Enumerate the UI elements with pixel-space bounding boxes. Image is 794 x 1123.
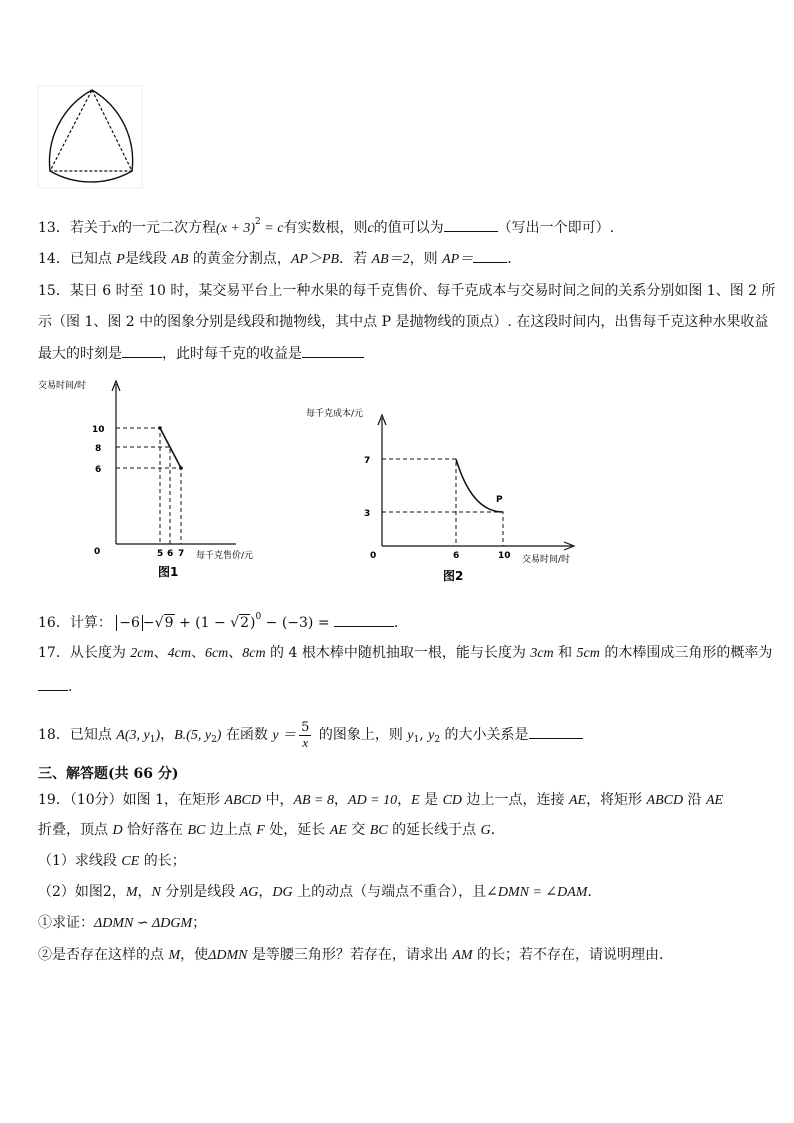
fig2-xtick: 10 (498, 551, 511, 561)
question-13: 13．若关于x的一元二次方程$(x + 3)^2 = c$有实数根，则c的值可以为 （写出一个即可）. (38, 217, 615, 236)
fig1-point-end (179, 466, 183, 470)
answer-blank[interactable] (473, 248, 507, 263)
answer-blank[interactable] (334, 612, 394, 627)
question-16: 16．计算： $-6 -√9 + (1 - √2)^0 - (-3)$ = ． (38, 612, 409, 631)
question-19-line1: 19．（10分）如图 1，在矩形 ABCD 中，AB = 8，AD = 10，E 是 CD 边上一点，连接 AE，将矩形 ABCD 沿 AE (38, 792, 724, 808)
question-19-proof: ①求证：ΔDMN ∽ ΔDGM； (38, 915, 207, 931)
answer-blank[interactable] (38, 676, 68, 691)
figure-1-chart (36, 376, 276, 586)
section-heading: 三、解答题(共 66 分) (38, 766, 179, 782)
fig1-ytick: 6 (95, 465, 102, 475)
fig1-ylabel: 交易时间/时 (38, 381, 87, 391)
inner-triangle (50, 90, 132, 171)
question-19-existence: ②是否存在这样的点 M，使ΔDMN 是等腰三角形？若存在，请求出 AM 的长；若不存在，请说明理由． (38, 947, 674, 963)
question-15-line3: 最大的时刻是 ，此时每千克的收益是 (38, 343, 364, 364)
question-19-line2: 折叠，顶点 D 恰好落在 BC 边上点 F 处，延长 AE 交 BC 的延长线于点 G． (38, 822, 505, 838)
fig2-point-label: P (496, 495, 503, 505)
fig1-xtick: 6 (167, 549, 174, 559)
question-15-line2: 示（图 1、图 2 中的图象分别是线段和抛物线，其中点 P 是抛物线的顶点）. 在这段时间内，出售每千克这种水果收益 (38, 314, 769, 330)
question-14: 14．已知点 P是线段 AB 的黄金分割点，AP＞PB．若 AB＝2，则 AP＝ ． (38, 248, 521, 270)
fig1-xtick: 7 (178, 549, 185, 559)
fig2-ylabel: 每千克成本/元 (306, 409, 364, 419)
question-18: 18．已知点 A(3, $y_1$)，B.(5, $y_2$) 在函数 y ＝ $\frac{5}{x}$ 的图象上，则 $y_1$, $y_2$ 的大小关系是 (38, 720, 583, 755)
absolute-value: −6 (116, 615, 143, 631)
question-17-answer: . (38, 676, 72, 697)
fig1-ytick: 10 (92, 425, 105, 435)
fig2-xlabel: 交易时间/时 (522, 555, 571, 565)
fig1-segment (160, 428, 181, 468)
fig2-guides (382, 459, 503, 546)
fig1-guides (116, 428, 181, 544)
fig1-xtick: 5 (157, 549, 164, 559)
answer-blank[interactable] (122, 343, 162, 358)
question-19-part2: （2）如图2，M，N 分别是线段 AG，DG 上的动点（与端点不重合），且∠DMN = ∠DAM． (38, 884, 602, 900)
fig2-ytick: 3 (364, 509, 371, 519)
reuleaux-triangle-figure (36, 84, 146, 192)
question-15-line1: 15．某日 6 时至 10 时，某交易平台上一种水果的每千克售价、每千克成本与交易时间之间的关系分别如图 1、图 2 所 (38, 283, 776, 299)
answer-blank[interactable] (302, 343, 364, 358)
answer-blank[interactable] (444, 217, 498, 232)
fig2-caption: 图2 (443, 569, 464, 583)
reuleaux-arc (49, 90, 132, 182)
fig2-xtick: 6 (453, 551, 460, 561)
figure-2-chart (300, 402, 590, 588)
question-19-part1: （1）求线段 CE 的长； (38, 853, 186, 869)
fraction-5-over-x: $\frac{5}{x}$ (301, 719, 310, 750)
fig2-origin: 0 (370, 551, 377, 561)
answer-blank[interactable] (529, 724, 583, 739)
fig1-ytick: 8 (95, 444, 102, 454)
fig1-origin: 0 (94, 547, 101, 557)
question-17: 17．从长度为 2cm、4cm、6cm、8cm 的 4 根木棒中随机抽取一根，能与长度为 3cm 和 5cm 的木棒围成三角形的概率为 (38, 645, 773, 661)
fig2-ytick: 7 (364, 456, 371, 466)
fig1-caption: 图1 (158, 565, 179, 579)
fig1-xlabel: 每千克售价/元 (196, 551, 254, 561)
fig1-point-start (158, 426, 162, 430)
